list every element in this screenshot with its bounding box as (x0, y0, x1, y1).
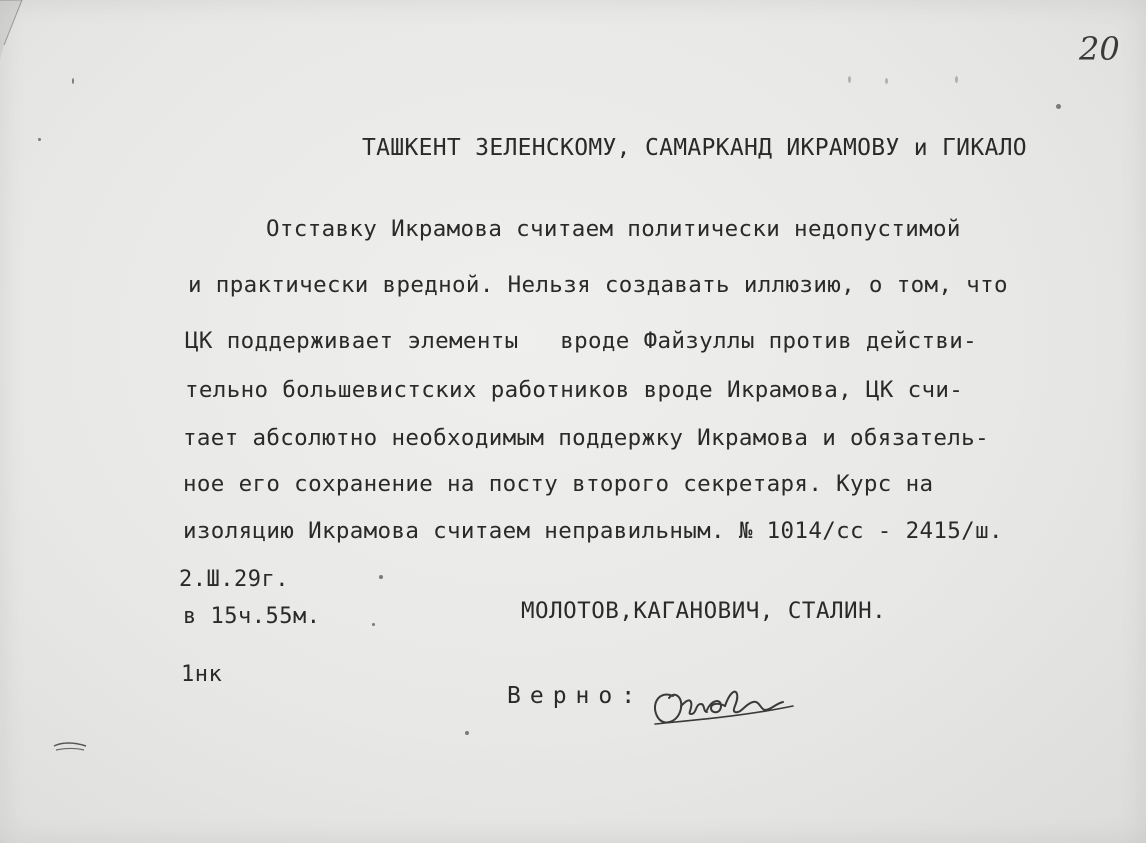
document-code: 1нк (181, 662, 223, 687)
document-date: 2.Ш.29г. (179, 567, 289, 592)
body-line-5: тает абсолютно необходимым поддержку Икрамова и обязатель- (183, 425, 989, 451)
body-line-6: ное его сохранение на посту второго секретаря. Курс на (183, 471, 934, 497)
telegram-address: ТАШКЕНТ ЗЕЛЕНСКОМУ, САМАРКАНД ИКРАМОВУ и ГИКАЛО (362, 135, 1027, 161)
paper-speck (1056, 104, 1061, 109)
paper-speck (72, 78, 74, 84)
paper-corner-fold (0, 0, 30, 70)
paper-speck (379, 575, 383, 579)
paper-speck (372, 623, 375, 626)
body-line-2: и практически вредной. Нельзя создавать иллюзию, о том, что (188, 272, 1008, 298)
body-line-1: Отставку Икрамова считаем политически недопустимой (266, 216, 961, 242)
signatories: МОЛОТОВ,КАГАНОВИЧ, СТАЛИН. (521, 598, 887, 624)
body-line-3: ЦК поддерживает элементы вроде Файзуллы против действи- (185, 328, 978, 354)
document-time: в 15ч.55м. (183, 604, 321, 629)
paper-speck (465, 731, 469, 735)
body-line-4: тельно большевистских работников вроде Икрамова, ЦК счи- (185, 377, 964, 403)
page-number: 20 (1079, 30, 1120, 68)
certification-label: Верно: (507, 683, 645, 709)
paper-speck (848, 76, 851, 83)
paper-speck (955, 76, 958, 83)
margin-mark (52, 738, 88, 754)
handwritten-signature (645, 676, 795, 736)
body-line-7: изоляцию Икрамова считаем неправильным. № 1014/сс - 2415/ш. (183, 518, 1003, 544)
paper-speck (38, 138, 41, 141)
paper-speck (885, 78, 888, 84)
